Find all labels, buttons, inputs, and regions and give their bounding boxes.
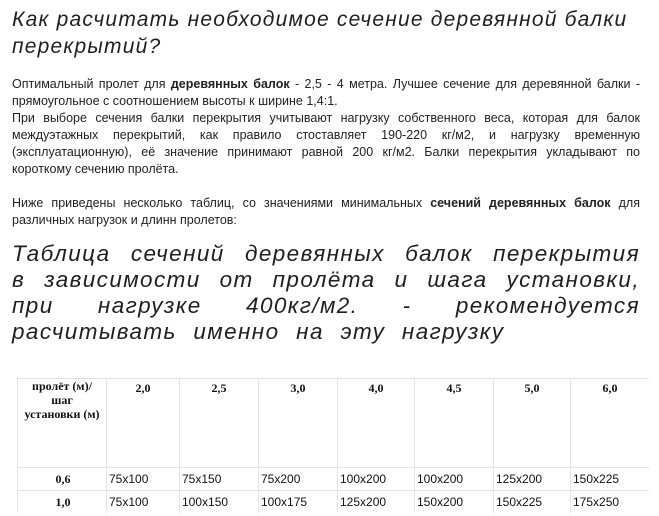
intro-p1-text: Оптимальный пролет для [12,77,171,91]
table-cell: 125x200 [337,490,414,513]
table-cell: 150x225 [570,467,649,490]
table-cell: 100x200 [414,467,493,490]
table-cell: 75x100 [106,490,179,513]
column-header: 3,0 [258,378,337,467]
table-cell: 100x175 [258,490,337,513]
column-header: 2,0 [106,378,179,467]
column-header: 5,0 [493,378,570,467]
intro-paragraph-2: При выборе сечения балки перекрытия учитывают нагрузку собственного веса, которая для балок междуэтажных перекрытий, как правило стоставляет 190-220 кг/м2, и нагрузку временную (эксплуатационную), её значение принимают равной 200 кг/м2. Балки перекрытия укладывают по короткому сечению пролёта. [12,111,640,176]
row-step: 0,6 [17,467,106,490]
table-row [17,467,649,490]
table-row [17,490,649,513]
table-cell: 75x200 [258,467,337,490]
intro-p1-bold: деревянных балок [170,77,290,91]
table-heading: Таблица сечений деревянных балок перекрытия в зависимости от пролёта и шага установки, при нагрузке 400кг/м2. - рекомендуется расчитывать именно на эту нагрузку [12,241,640,344]
table-cell: 100x200 [337,467,414,490]
intro-p3-bold: сечений деревянных балок [430,196,611,210]
column-header: 2,5 [179,378,258,467]
row-step: 1,0 [17,490,106,513]
table-cell: 150x225 [493,490,570,513]
article [12,0,640,345]
table-cell: 125x200 [493,467,570,490]
table-cell: 75x100 [106,467,179,490]
table-cell: 175x250 [570,490,649,513]
intro-text [12,76,640,229]
sections-table [17,378,649,513]
page-title: Как расчитать необходимое сечение деревянной балки перекрытий? [12,8,628,58]
intro-paragraph-3 [12,195,640,229]
intro-paragraph-1 [12,76,640,110]
corner-header: пролёт (м)/ шаг установки (м) [17,378,106,467]
table-cell: 150x200 [414,490,493,513]
intro-p3-text: Ниже приведены несколько таблиц, со значениями минимальных [12,196,431,210]
table-cell: 75x150 [179,467,258,490]
table-cell: 100x150 [179,490,258,513]
intro-p3-text-end: для различных нагрузок и длинн пролетов: [12,196,640,227]
table-header-row [17,378,649,467]
column-header: 4,0 [337,378,414,467]
column-header: 6,0 [570,378,649,467]
column-header: 4,5 [414,378,493,467]
intro-p1-text-end: - 2,5 - 4 метра. Лучшее сечение для деревянной балки - прямоугольное с соотношением высоты к ширине 1,4:1. [12,77,640,108]
